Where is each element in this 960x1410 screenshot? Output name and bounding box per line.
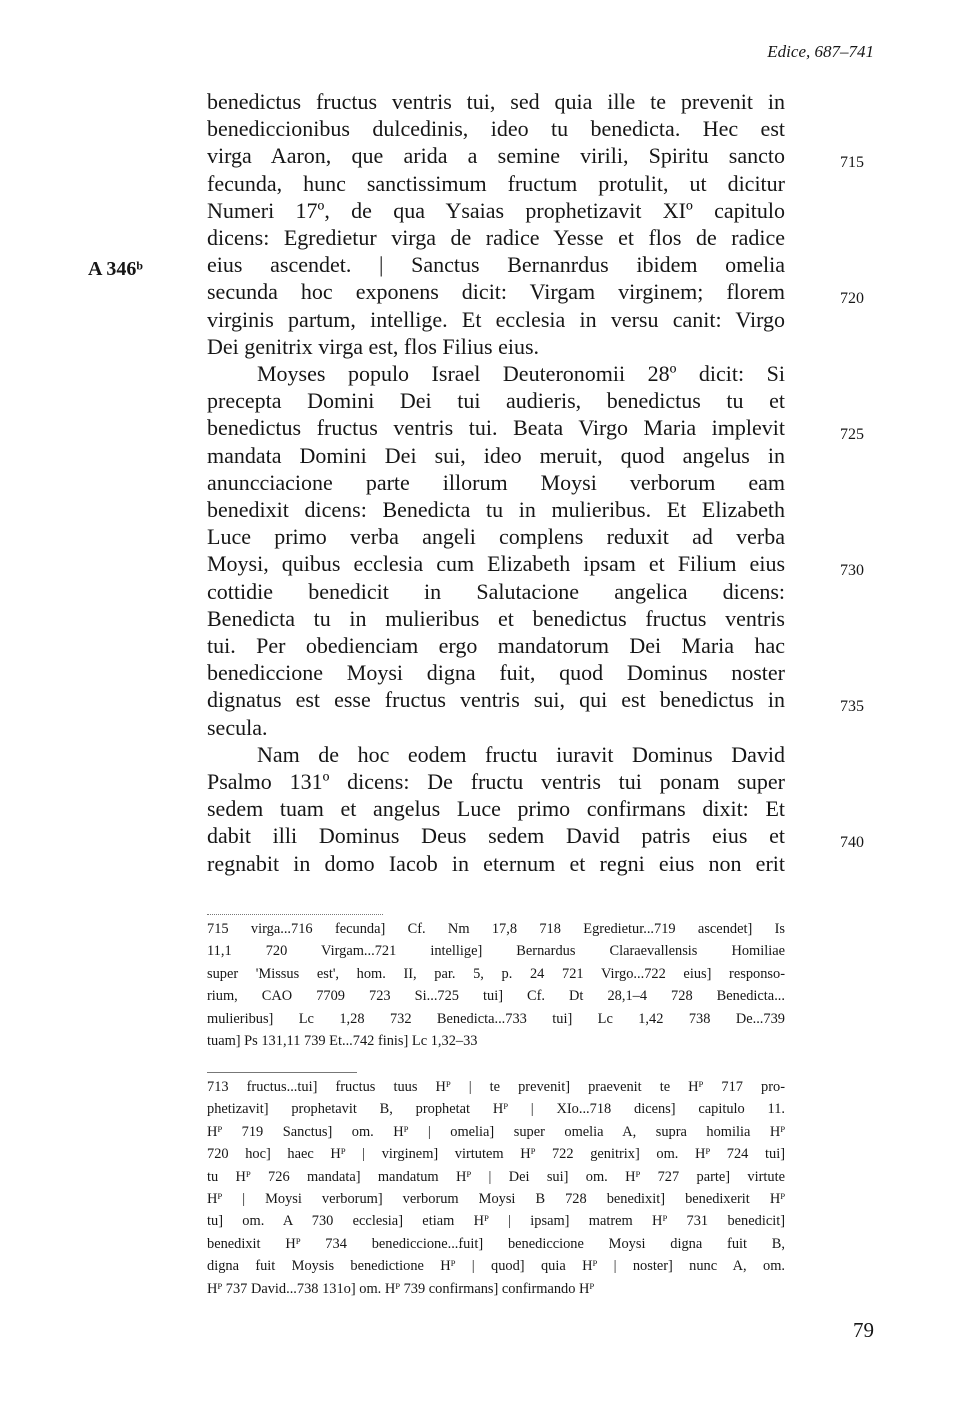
text-line: mandata Domini Dei sui, ideo meruit, quod angelus in — [207, 442, 785, 468]
apparatus-line: Hᴾ 719 Sanctus] om. Hᴾ | omelia] super omelia A, supra homilia Hᴾ — [207, 1123, 785, 1140]
manuscript-folio-ref: A 346ᵇ — [88, 258, 143, 280]
text-line: Moysi, quibus ecclesia cum Elizabeth ipsam et Filium eius — [207, 551, 785, 577]
text-line: dicens: Egredietur virga de radice Yesse et flos de radice — [207, 225, 785, 251]
text-line: Numeri 17º, de qua Ysaias prophetizavit XIº capitulo — [207, 197, 785, 223]
sources-separator — [207, 914, 383, 915]
apparatus-line: 720 hoc] haec Hᴾ | virginem] virtutem Hᴾ 722 genitrix] om. Hᴾ 724 tui] — [207, 1146, 785, 1163]
running-header: Edice, 687–741 — [767, 42, 874, 61]
text-line: virginis partum, intellige. Et ecclesia in versu canit: Virgo — [207, 306, 785, 332]
text-line: Dei genitrix virga est, flos Filius eius. — [207, 333, 540, 359]
text-line: dignatus est esse fructus ventris sui, qui est benedictus in — [207, 687, 785, 713]
apparatus-line: Hᴾ | Moysi verborum] verborum Moysi B 728 benedixit] benedixerit Hᴾ — [207, 1191, 785, 1208]
line-number: 730 — [840, 562, 864, 579]
text-line: benedictus fructus ventris tui. Beata Virgo Maria implevit — [207, 415, 785, 441]
text-line: benedictus fructus ventris tui, sed quia ille te prevenit in — [207, 89, 785, 114]
text-line: anuncciacione parte illorum Moysi verborum eam — [207, 469, 785, 495]
line-number: 735 — [840, 698, 864, 715]
text-line: benedixit dicens: Benedicta tu in mulieribus. Et Elizabeth — [207, 497, 785, 523]
text-line: eius ascendet. | Sanctus Bernanrdus ibidem omelia — [207, 252, 785, 278]
apparatus-line: tu Hᴾ 726 mandata] mandatum Hᴾ | Dei sui] om. Hᴾ 727 parte] virtute — [207, 1168, 785, 1185]
text-line: Luce primo verba angeli complens reduxit ad verba — [207, 524, 785, 550]
line-number: 740 — [840, 834, 864, 851]
line-number: 725 — [840, 426, 864, 443]
text-line: tui. Per obedienciam ergo mandatorum Dei Maria hac — [207, 633, 785, 659]
text-line: sedem tuam et angelus Luce primo confirmans dixit: Et — [207, 796, 785, 822]
page-number: 79 — [853, 1318, 874, 1342]
text-line: dabit illi Dominus Deus sedem David patris eius et — [207, 823, 785, 849]
sources-apparatus — [207, 918, 785, 1052]
text-line: cottidie benedicit in Salutacione angelica dicens: — [207, 578, 785, 604]
text-line: secunda hoc exponens dicit: Virgam virginem; florem — [207, 279, 785, 305]
apparatus-line: phetizavit] prophetavit B, prophetat Hᴾ | XIo...718 dicens] capitulo 11. — [207, 1101, 785, 1118]
text-line: secula. — [207, 714, 268, 740]
critical-apparatus — [207, 1076, 785, 1300]
source-line: 11,1 720 Virgam...721 intellige] Bernardus Claraevallensis Homiliae — [207, 943, 785, 960]
apparatus-line: tu] om. A 730 ecclesia] etiam Hᴾ | ipsam] matrem Hᴾ 731 benedicit] — [207, 1213, 785, 1230]
line-number: 720 — [840, 290, 864, 307]
text-line: precepta Domini Dei tui audieris, benedictus tu et — [207, 388, 785, 414]
text-line: benediccione Moysi digna fuit, quod Dominus noster — [207, 660, 785, 686]
source-line: rium, CAO 7709 723 Si...725 tui] Cf. Dt 28,1–4 728 Benedicta... — [207, 988, 785, 1005]
text-line: Nam de hoc eodem fructu iuravit Dominus David — [257, 741, 785, 767]
source-line: super 'Missus est', hom. II, par. 5, p. 24 721 Virgo...722 eius] responso- — [207, 965, 785, 982]
source-line: mulieribus] Lc 1,28 732 Benedicta...733 tui] Lc 1,42 738 De...739 — [207, 1010, 785, 1027]
text-line: Benedicta tu in mulieribus et benedictus fructus ventris — [207, 605, 785, 631]
text-line: Moyses populo Israel Deuteronomii 28º dicit: Si — [257, 361, 785, 387]
text-line: fecunda, hunc sanctissimum fructum protulit, ut dicitur — [207, 170, 785, 196]
text-line: virga Aaron, que arida a semine virili, Spiritu sancto — [207, 143, 785, 169]
text-line: benediccionibus dulcedinis, ideo tu benedicta. Hec est — [207, 116, 785, 142]
main-text — [207, 88, 785, 877]
line-number: 715 — [840, 154, 864, 171]
apparatus-line: digna fuit Moysis benedictione Hᴾ | quod] quia Hᴾ | noster] nunc A, om. — [207, 1258, 785, 1275]
source-line: 715 virga...716 fecunda] Cf. Nm 17,8 718 Egredietur...719 ascendet] Is — [207, 921, 785, 937]
source-line: tuam] Ps 131,11 739 Et...742 finis] Lc 1,32–33 — [207, 1033, 478, 1050]
apparatus-separator — [207, 1072, 357, 1073]
apparatus-line: benedixit Hᴾ 734 benediccione...fuit] benediccione Moysi digna fuit B, — [207, 1235, 785, 1252]
text-line: Psalmo 131º dicens: De fructu ventris tui ponam super — [207, 769, 785, 795]
apparatus-line: 713 fructus...tui] fructus tuus Hᴾ | te prevenit] praevenit te Hᴾ 717 pro- — [207, 1079, 785, 1095]
apparatus-line: Hᴾ 737 David...738 131o] om. Hᴾ 739 confirmans] confirmando Hᴾ — [207, 1280, 595, 1297]
text-line: regnabit in domo Iacob in eternum et regni eius non erit — [207, 850, 785, 876]
